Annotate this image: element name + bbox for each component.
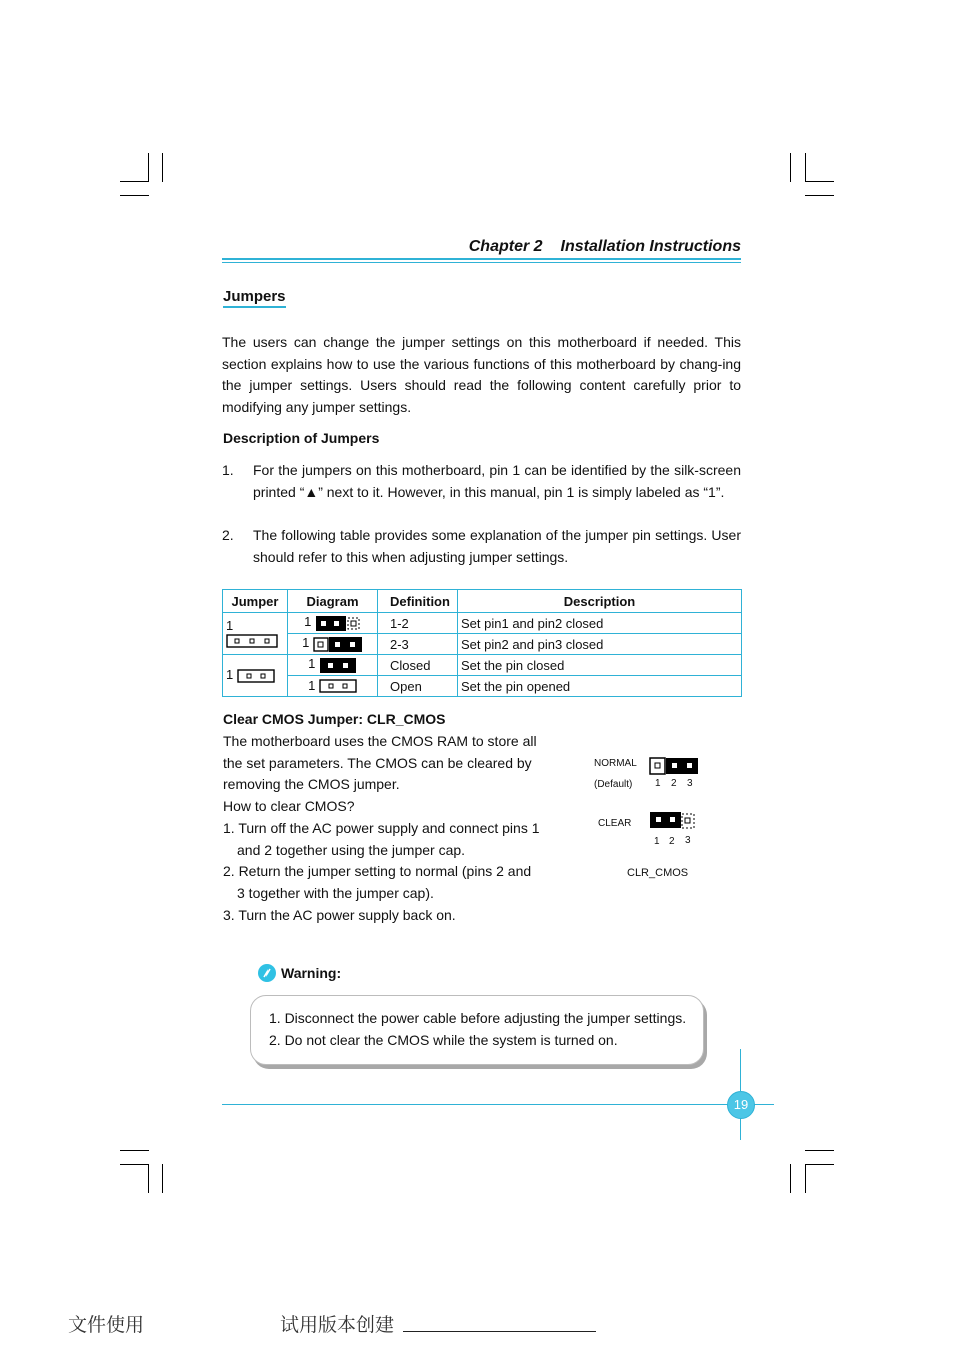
table-row (223, 655, 742, 676)
description-cell: Set the pin closed (458, 655, 742, 676)
pin1-label: 1 (304, 614, 312, 630)
pin-number: 2 (669, 836, 675, 847)
cmos-instructions (223, 731, 568, 926)
jumper-2-3-closed-icon (313, 636, 363, 653)
chapter-header (222, 238, 741, 256)
description-heading: Description of Jumpers (223, 430, 380, 446)
crop-mark (120, 181, 149, 182)
cmos-normal-jumper-icon (649, 757, 699, 775)
clear-label: CLEAR (598, 818, 632, 829)
pin-number: 3 (687, 778, 693, 789)
table-header: Diagram (288, 590, 378, 613)
cmos-clear-jumper-icon (649, 810, 697, 832)
table-header: Description (458, 590, 742, 613)
page-number: 19 (727, 1091, 755, 1119)
crop-mark (790, 1164, 791, 1193)
cmos-line: The motherboard uses the CMOS RAM to store all (223, 733, 537, 749)
watermark-left: 文件使用 (68, 1314, 145, 1336)
warning-box (250, 995, 704, 1065)
definition-cell: Open (378, 676, 458, 697)
crop-mark (805, 1164, 806, 1193)
pin1-label: 1 (308, 677, 316, 693)
cmos-line: 3 together with the jumper cap). (237, 884, 434, 901)
table-header: Definition (378, 590, 458, 613)
jumper-open-icon (319, 678, 357, 694)
watermark-underline (403, 1331, 596, 1332)
header-rule (222, 262, 741, 263)
cmos-line: the set parameters. The CMOS can be cleared by (223, 754, 532, 771)
footer-vertical-rule (740, 1049, 741, 1091)
jumper-cell (223, 613, 288, 655)
pin-number: 2 (671, 778, 677, 789)
list-text: For the jumpers on this motherboard, pin 1 can be identified by the silk-screen printed “▲” next to it. However, in this manual, pin 1 is simply labeled as “1”. (253, 462, 741, 500)
diagram-cell (288, 613, 378, 634)
jumper-closed-icon (319, 657, 357, 674)
warning-item: 1. Disconnect the power cable before adjusting the jumper settings. (269, 1010, 687, 1026)
watermark-right: 试用版本创建 (280, 1314, 395, 1336)
cmos-line: 1. Turn off the AC power supply and connect pins 1 (223, 819, 540, 836)
warning-icon (257, 963, 277, 983)
description-cell: Set pin1 and pin2 closed (458, 613, 742, 634)
description-cell: Set pin2 and pin3 closed (458, 634, 742, 655)
diagram-cell (288, 634, 378, 655)
footer-vertical-rule (740, 1118, 741, 1140)
crop-mark (805, 181, 834, 182)
list-item (222, 460, 741, 503)
table-row (223, 634, 742, 655)
cmos-line: and 2 together using the jumper cap. (237, 841, 466, 858)
jumper-1-2-closed-icon (315, 615, 361, 632)
cmos-line: removing the CMOS jumper. (223, 776, 400, 793)
crop-mark (805, 1164, 834, 1165)
pin1-label: 1 (226, 667, 234, 683)
default-label: (Default) (594, 779, 633, 790)
chapter-number: Chapter 2 (468, 238, 543, 255)
warning-title: Warning: (281, 965, 342, 981)
pin1-label: 1 (226, 617, 234, 633)
definition-cell: Closed (378, 655, 458, 676)
section-title: Jumpers (223, 288, 286, 308)
pin1-label: 1 (302, 635, 310, 651)
cmos-line: 3. Turn the AC power supply back on. (223, 906, 456, 923)
normal-label: NORMAL (594, 758, 637, 769)
footer-rule (222, 1104, 774, 1105)
cmos-line: How to clear CMOS? (223, 798, 355, 815)
pin-number: 3 (685, 835, 691, 846)
cmos-title: Clear CMOS Jumper: CLR_CMOS (223, 711, 446, 727)
crop-mark (148, 1164, 149, 1193)
table-header-row (223, 590, 742, 613)
definition-cell: 2-3 (378, 634, 458, 655)
definition-cell: 1-2 (378, 613, 458, 634)
diagram-cell (288, 655, 378, 676)
jumper-table (222, 589, 742, 697)
list-item (222, 525, 741, 568)
list-number: 1. (222, 462, 234, 478)
crop-mark (805, 1150, 834, 1151)
diagram-cell (288, 676, 378, 697)
crop-mark (790, 153, 791, 182)
list-number: 2. (222, 527, 234, 543)
jumper-cell (223, 655, 288, 697)
three-pin-jumper-icon (226, 633, 278, 649)
intro-paragraph: The users can change the jumper settings on this motherboard if needed. This section explains how to use the various functions of this motherboard by chang-ing the jumper settings. Users should read the following content carefully prior to modifying any jumper settings. (222, 334, 741, 416)
crop-mark (120, 195, 149, 196)
pin-number: 1 (655, 778, 661, 789)
chapter-title: Installation Instructions (560, 238, 741, 255)
crop-mark (162, 153, 163, 182)
cmos-line: 2. Return the jumper setting to normal (pins 2 and (223, 863, 532, 880)
table-row (223, 676, 742, 697)
list-text: The following table provides some explanation of the jumper pin settings. User should refer to this when adjusting jumper settings. (253, 527, 741, 565)
crop-mark (120, 1150, 149, 1151)
crop-mark (805, 153, 806, 182)
description-cell: Set the pin opened (458, 676, 742, 697)
warning-item: 2. Do not clear the CMOS while the system is turned on. (269, 1032, 618, 1048)
header-rule (222, 258, 741, 260)
pin-number: 1 (654, 836, 660, 847)
two-pin-jumper-icon (237, 668, 275, 684)
crop-mark (805, 195, 834, 196)
crop-mark (120, 1164, 149, 1165)
table-row (223, 613, 742, 634)
jumper-name: CLR_CMOS (627, 867, 689, 879)
crop-mark (162, 1164, 163, 1193)
crop-mark (148, 153, 149, 182)
pin1-label: 1 (308, 656, 316, 672)
table-header: Jumper (223, 590, 288, 613)
